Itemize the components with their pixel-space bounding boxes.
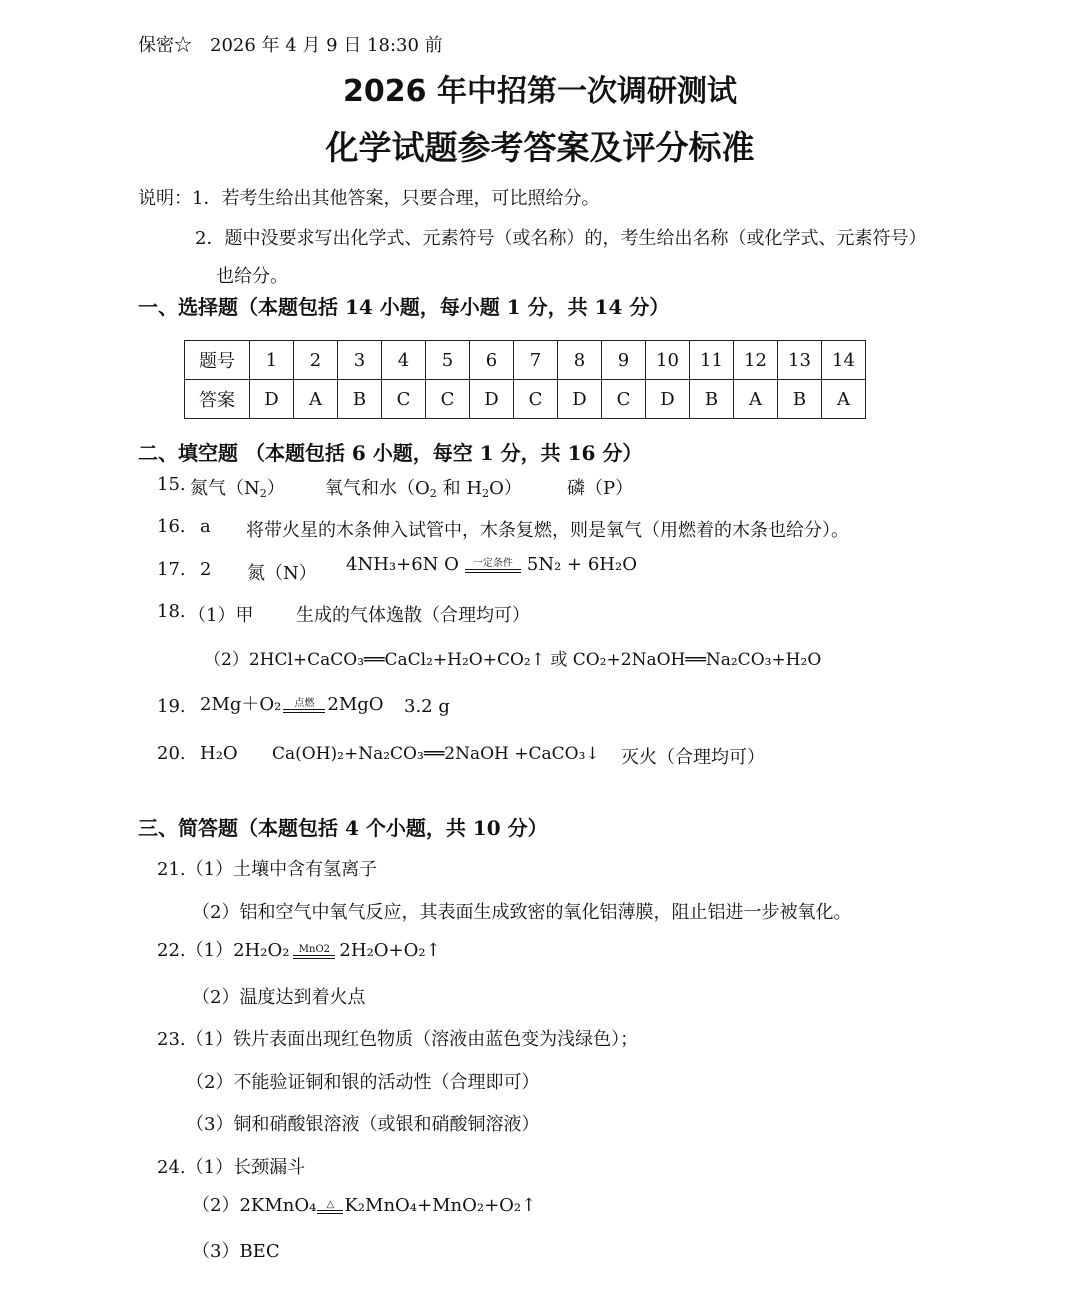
q15-answer-b: [325, 474, 522, 500]
q24-eq-left: （2）2KMnO₄: [192, 1195, 317, 1216]
table-cell: 2: [294, 341, 338, 380]
reaction-arrow: [293, 944, 335, 959]
table-cell: 14: [822, 341, 866, 380]
reaction-arrow: [317, 1199, 343, 1214]
table-cell: B: [338, 380, 382, 419]
note-1: 1．若考生给出其他答案，只要合理，可比照给分。: [192, 188, 600, 209]
answer-key-title: 化学试题参考答案及评分标准: [325, 128, 755, 167]
q15-a-sub: 2: [259, 486, 267, 500]
q22-part2: （2）温度达到着火点: [192, 987, 366, 1008]
q21-part1: 21.（1）土壤中含有氢离子: [157, 859, 378, 880]
table-cell: 5: [426, 341, 470, 380]
table-cell: A: [822, 380, 866, 419]
note-line-1: [138, 184, 599, 210]
table-cell: C: [382, 380, 426, 419]
table-cell: B: [778, 380, 822, 419]
q17-answer-a: 2: [200, 559, 212, 580]
row-label-answer: 答案: [185, 380, 250, 419]
q15-a-end: ）: [266, 478, 285, 499]
table-cell: 12: [734, 341, 778, 380]
table-cell: 7: [514, 341, 558, 380]
q17-eq-left: 4NH₃+6N O: [346, 554, 459, 575]
table-cell: A: [734, 380, 778, 419]
table-cell: 8: [558, 341, 602, 380]
q24-part1: 24.（1）长颈漏斗: [157, 1157, 306, 1178]
reaction-arrow: [465, 558, 521, 573]
q17-equation: [346, 554, 637, 575]
q24-eq-right: K₂MnO₄+MnO₂+O₂↑: [344, 1195, 537, 1216]
q18-part1: （1）甲: [188, 605, 254, 626]
q23-part2: （2）不能验证铜和银的活动性（合理即可）: [186, 1072, 540, 1093]
catalyst-label: MnO2: [298, 943, 331, 955]
q17-eq-right: 5N₂ + 6H₂O: [526, 554, 637, 575]
q23-part3: （3）铜和硝酸银溶液（或银和硝酸铜溶液）: [186, 1114, 540, 1135]
q15-b-sub2: 2: [482, 486, 490, 500]
table-cell: B: [690, 380, 734, 419]
table-cell: 11: [690, 341, 734, 380]
q21-part2: （2）铝和空气中氧气反应，其表面生成致密的氧化铝薄膜，阻止铝进一步被氧化。: [192, 902, 852, 923]
q19-eq-right: 2MgO: [327, 694, 384, 715]
q15-answer-a: [190, 474, 285, 500]
q24-part2: [192, 1191, 536, 1217]
q19-answer-b: 3.2 g: [404, 696, 450, 717]
q15-number: 15.: [157, 474, 186, 495]
q19-number: 19.: [157, 696, 186, 717]
confidential-note: 保密☆ 2026 年 4 月 9 日 18:30 前: [138, 35, 443, 56]
row-label-number: 题号: [185, 341, 250, 380]
table-cell: C: [602, 380, 646, 419]
q17-number: 17.: [157, 559, 186, 580]
table-cell: D: [558, 380, 602, 419]
condition-label: 点燃: [294, 697, 315, 709]
table-cell: D: [250, 380, 294, 419]
table-cell: 10: [646, 341, 690, 380]
q15-b-end: O）: [489, 478, 522, 499]
q20-answer-c: 灭火（合理均可）: [621, 747, 765, 768]
table-cell: 3: [338, 341, 382, 380]
q20-answer-a: H₂O: [200, 743, 238, 764]
q15-b-mid: 和 H: [436, 478, 483, 499]
table-cell: 9: [602, 341, 646, 380]
q19-eq-left: 2Mg＋O₂: [200, 694, 282, 715]
q23-part1: 23.（1）铁片表面出现红色物质（溶液由蓝色变为浅绿色）；: [157, 1029, 639, 1050]
table-cell: 1: [250, 341, 294, 380]
note-2-cont: 也给分。: [216, 266, 288, 287]
table-cell: D: [470, 380, 514, 419]
q16-answer-b: 将带火星的木条伸入试管中，木条复燃，则是氧气（用燃着的木条也给分）。: [246, 520, 849, 541]
condition-label: 一定条件: [472, 557, 513, 569]
q16-number: 16.: [157, 516, 186, 537]
table-cell: C: [426, 380, 470, 419]
q18-part1-reason: 生成的气体逸散（合理均可）: [296, 605, 530, 626]
q22-eq-right: 2H₂O+O₂↑: [339, 940, 441, 961]
note-2: 2．题中没要求写出化学式、元素符号（或名称）的，考生给出名称（或化学式、元素符号）: [195, 228, 927, 249]
q16-answer-a: a: [200, 516, 211, 537]
table-cell: D: [646, 380, 690, 419]
table-cell: C: [514, 380, 558, 419]
table-row: [185, 380, 866, 419]
q20-answer-b: Ca(OH)₂+Na₂CO₃══2NaOH +CaCO₃↓: [272, 744, 600, 764]
q15-b-text: 氧气和水（O: [325, 478, 430, 499]
q19-equation: [200, 690, 384, 716]
q20-number: 20.: [157, 743, 186, 764]
q15-answer-c: 磷（P）: [567, 478, 634, 499]
table-cell: 13: [778, 341, 822, 380]
note-label: 说明：: [138, 188, 192, 209]
table-cell: 6: [470, 341, 514, 380]
q22-eq-left: 22.（1）2H₂O₂: [157, 940, 290, 961]
q18-part2: （2）2HCl+CaCO₃══CaCl₂+H₂O+CO₂↑ 或 CO₂+2NaOH══Na₂CO₃+H₂O: [204, 650, 822, 670]
section2-title: 二、填空题 （本题包括 6 小题，每空 1 分，共 16 分）: [138, 441, 643, 465]
q24-part3: （3）BEC: [192, 1241, 280, 1262]
q15-a-text: 氮气（N: [190, 478, 260, 499]
reaction-arrow: [283, 698, 325, 713]
q22-part1: [157, 936, 441, 962]
q15-b-sub: 2: [429, 486, 437, 500]
table-cell: A: [294, 380, 338, 419]
q18-number: 18.: [157, 601, 186, 622]
section3-title: 三、简答题（本题包括 4 个小题，共 10 分）: [138, 816, 548, 840]
table-row: [185, 341, 866, 380]
section1-title: 一、选择题（本题包括 14 小题，每小题 1 分，共 14 分）: [138, 295, 670, 319]
heat-label: △: [326, 1198, 335, 1210]
exam-title: 2026 年中招第一次调研测试: [343, 74, 737, 109]
q17-answer-b: 氮（N）: [247, 563, 317, 584]
table-cell: 4: [382, 341, 426, 380]
answer-table: [184, 340, 866, 419]
